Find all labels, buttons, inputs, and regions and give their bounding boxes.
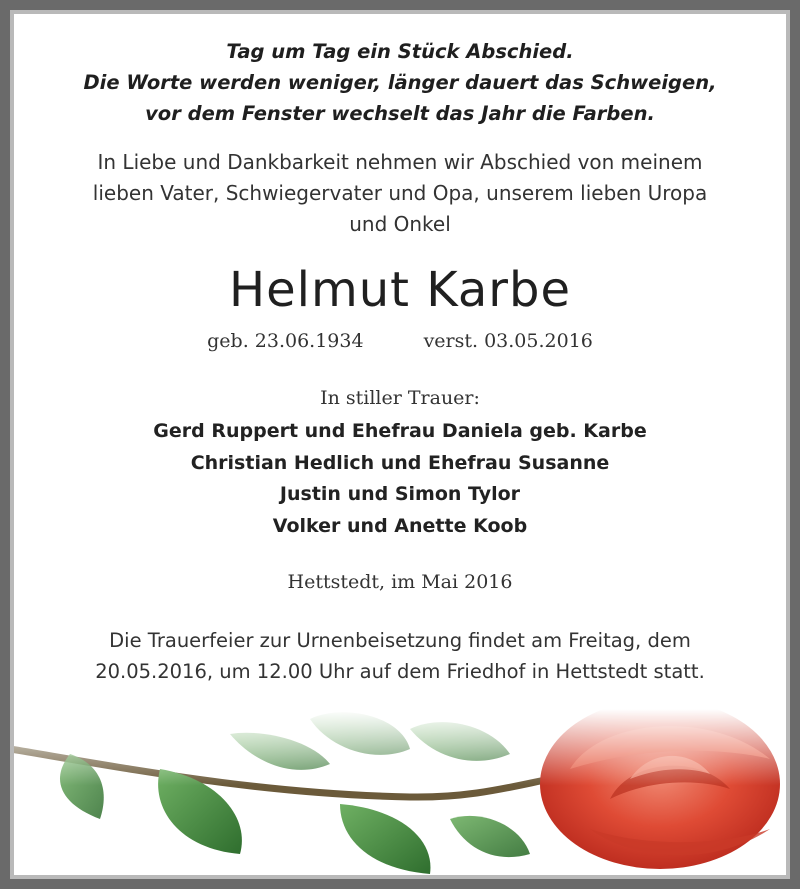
mourning-heading: In stiller Trauer: bbox=[320, 387, 480, 409]
rose-decoration-icon bbox=[10, 709, 790, 879]
ceremony-info bbox=[10, 625, 790, 687]
intro-line: In Liebe und Dankbarkeit nehmen wir Abschied von meinem bbox=[97, 150, 703, 174]
birth-date: geb. 23.06.1934 bbox=[207, 330, 364, 352]
mourner-entry: Volker und Anette Koob bbox=[272, 514, 528, 537]
poem-line: Die Worte werden weniger, länger dauert das Schweigen, bbox=[83, 71, 717, 94]
ceremony-line: Die Trauerfeier zur Urnenbeisetzung findet am Freitag, dem bbox=[109, 629, 691, 652]
poem-line: Tag um Tag ein Stück Abschied. bbox=[226, 40, 574, 63]
poem-verse bbox=[10, 36, 790, 129]
intro-text bbox=[10, 147, 790, 240]
intro-line: lieben Vater, Schwiegervater und Opa, unserem lieben Uropa bbox=[92, 181, 708, 205]
poem-line: vor dem Fenster wechselt das Jahr die Farben. bbox=[145, 102, 655, 125]
deceased-name: Helmut Karbe bbox=[229, 262, 571, 318]
mourner-entry: Gerd Ruppert und Ehefrau Daniela geb. Karbe bbox=[153, 420, 647, 442]
mourners-list bbox=[10, 416, 790, 542]
mourner-entry: Justin und Simon Tylor bbox=[279, 483, 521, 505]
notice-content bbox=[10, 36, 790, 687]
life-dates bbox=[10, 328, 790, 354]
intro-line: und Onkel bbox=[349, 212, 451, 236]
ceremony-line: 20.05.2016, um 12.00 Uhr auf dem Friedhof in Hettstedt statt. bbox=[95, 660, 705, 683]
place-and-date: Hettstedt, im Mai 2016 bbox=[287, 571, 513, 593]
death-date: verst. 03.05.2016 bbox=[423, 330, 593, 352]
mourner-entry: Christian Hedlich und Ehefrau Susanne bbox=[190, 451, 610, 474]
